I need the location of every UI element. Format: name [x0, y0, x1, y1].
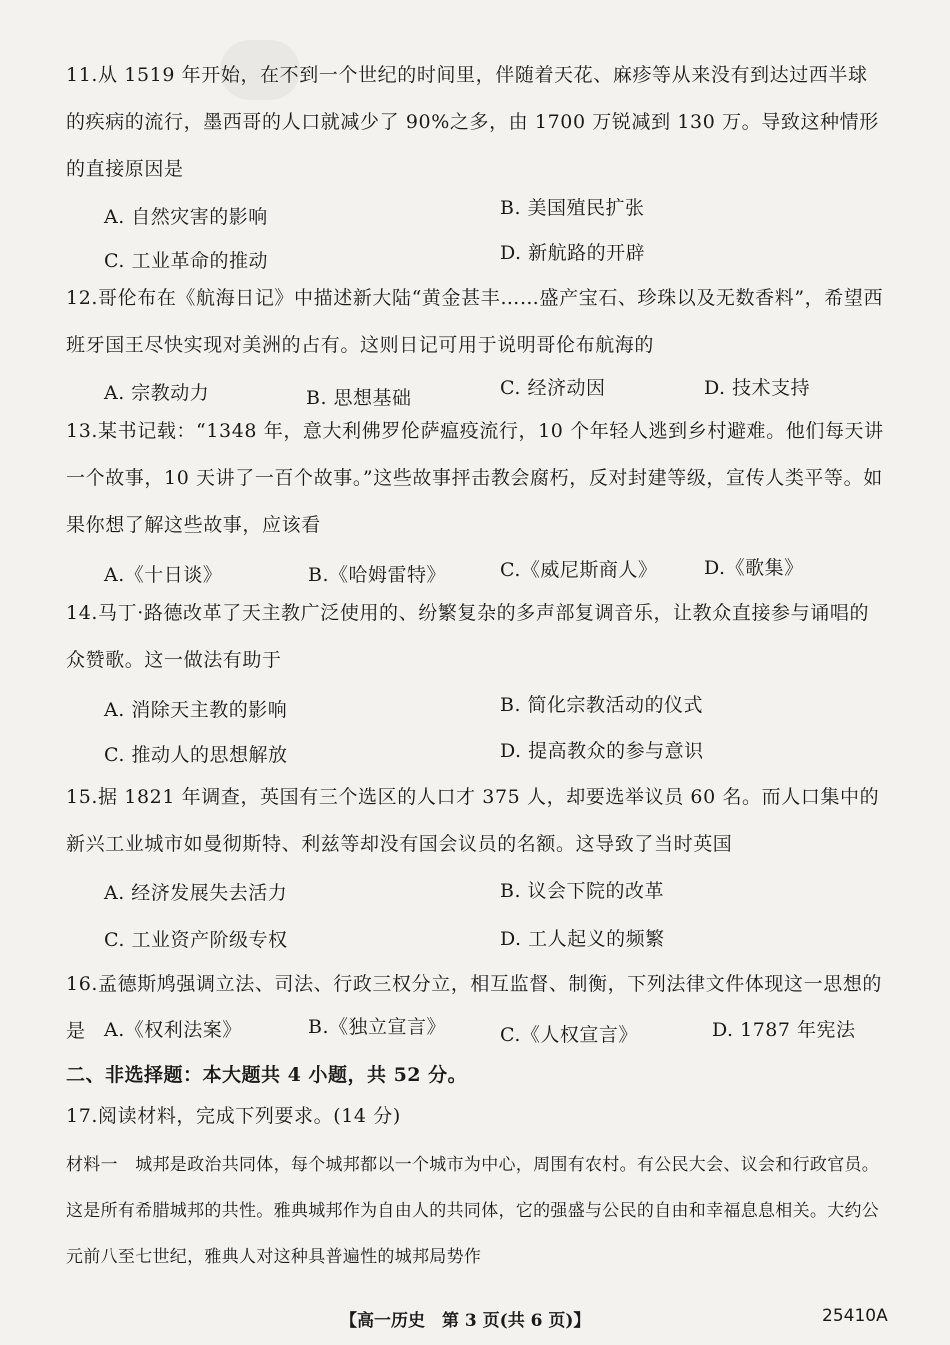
question-16-option-b: B.《独立宣言》: [308, 1016, 447, 1038]
question-12-option-c: C. 经济动因: [500, 377, 606, 399]
question-14-option-d: D. 提高教众的参与意识: [500, 740, 704, 762]
question-13-option-a: A.《十日谈》: [104, 564, 223, 586]
question-13: [66, 408, 886, 549]
question-13-option-c: C.《威尼斯商人》: [500, 559, 658, 581]
question-13-option-b: B.《哈姆雷特》: [308, 564, 447, 586]
question-15-option-a: A. 经济发展失去活力: [104, 882, 288, 904]
question-16-stem: 16.孟德斯鸠强调立法、司法、行政三权分立，相互监督、制衡，下列法律文件体现这一思想的是: [66, 973, 883, 1042]
question-13-option-d: D.《歌集》: [704, 557, 804, 579]
question-12-option-b: B. 思想基础: [306, 387, 412, 409]
question-11-stem: 11.从 1519 年开始，在不到一个世纪的时间里，伴随着天花、麻疹等从来没有到达过西半球的疾病的流行，墨西哥的人口就减少了 90%之多，由 1700 万锐减到 130 万。导致这种情形的直接原因是: [66, 64, 879, 180]
question-12: [66, 275, 886, 369]
question-14-option-b: B. 简化宗教活动的仪式: [500, 694, 704, 716]
question-14-stem: 14.马丁·路德改革了天主教广泛使用的、纷繁复杂的多声部复调音乐，让教众直接参与诵唱的众赞歌。这一做法有助于: [66, 602, 870, 671]
question-15: [66, 774, 886, 868]
question-15-stem: 15.据 1821 年调查，英国有三个选区的人口才 375 人，却要选举议员 60 名。而人口集中的新兴工业城市如曼彻斯特、利兹等却没有国会议员的名额。这导致了当时英国: [66, 786, 880, 855]
question-16-option-d: D. 1787 年宪法: [712, 1019, 856, 1041]
question-17-material: [66, 1142, 896, 1280]
question-14-option-a: A. 消除天主教的影响: [104, 699, 288, 721]
page-footer: 【高一历史 第 3 页(共 6 页)】: [340, 1311, 591, 1331]
question-13-stem: 13.某书记载：“1348 年，意大利佛罗伦萨瘟疫流行，10 个年轻人逃到乡村避难。他们每天讲一个故事，10 天讲了一百个故事。”这些故事抨击教会腐朽，反对封建等级，宣传人类平等。如果你想了解这些故事，应该看: [66, 420, 884, 536]
question-11-option-a: A. 自然灾害的影响: [104, 206, 268, 228]
question-15-option-b: B. 议会下院的改革: [500, 880, 665, 902]
exam-code: 25410A: [822, 1306, 888, 1326]
section-heading: 二、非选择题：本大题共 4 小题，共 52 分。: [66, 1064, 468, 1086]
question-17: [66, 1093, 886, 1140]
question-11-option-c: C. 工业革命的推动: [104, 250, 268, 272]
question-12-stem: 12.哥伦布在《航海日记》中描述新大陆“黄金甚丰……盛产宝石、珍珠以及无数香料”，希望西班牙国王尽快实现对美洲的占有。这则日记可用于说明哥伦布航海的: [66, 287, 884, 356]
question-12-option-a: A. 宗教动力: [104, 382, 210, 404]
material-one-text: 材料一 城邦是政治共同体，每个城邦都以一个城市为中心，周围有农村。有公民大会、议会和行政官员。这是所有希腊城邦的共性。雅典城邦作为自由人的共同体，它的强盛与公民的自由和幸福息息相关。大约公元前八至七世纪，雅典人对这种具普遍性的城邦局势作: [66, 1155, 880, 1267]
question-15-option-d: D. 工人起义的频繁: [500, 928, 665, 950]
question-14: [66, 590, 886, 684]
question-16-option-a: A.《权利法案》: [104, 1019, 242, 1041]
question-17-stem: 17.阅读材料，完成下列要求。(14 分): [66, 1105, 401, 1127]
question-11: [66, 52, 886, 193]
question-12-option-d: D. 技术支持: [704, 377, 811, 399]
question-11-option-d: D. 新航路的开辟: [500, 242, 646, 264]
question-11-option-b: B. 美国殖民扩张: [500, 197, 645, 219]
question-14-option-c: C. 推动人的思想解放: [104, 744, 288, 766]
question-15-option-c: C. 工业资产阶级专权: [104, 929, 288, 951]
question-16-option-c: C.《人权宣言》: [500, 1024, 638, 1046]
